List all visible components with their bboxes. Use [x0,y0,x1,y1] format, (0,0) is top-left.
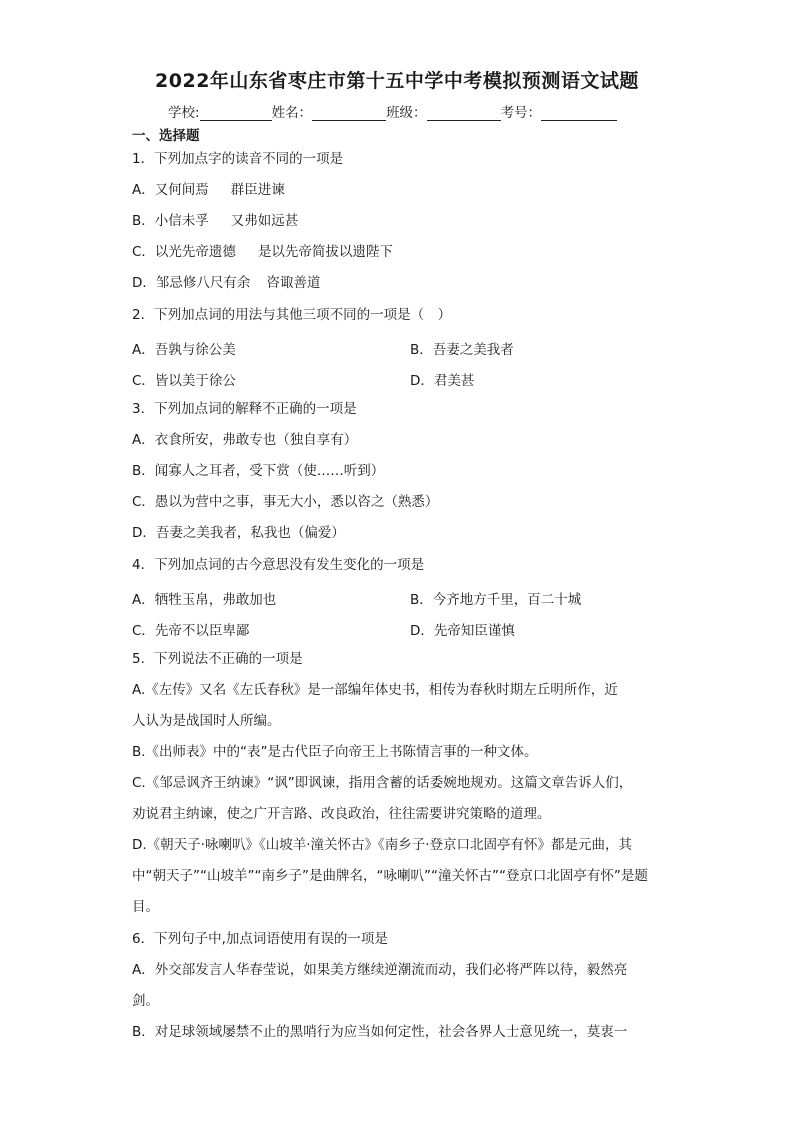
name-label: 姓名： [271,105,313,121]
q1-b-part2: 又弗如远甚 [230,213,299,229]
q2-option-a: A．吾孰与徐公美 [132,342,236,358]
q5-option-a-line1: A.《左传》又名《左氏春秋》是一部编年体史书，相传为春秋时期左丘明所作，近 [132,682,618,698]
q1-a-part1: A．又何间焉 [132,182,209,198]
q1-c-part1: C．以光先帝遗德 [132,244,236,260]
q1-c-part2: 是以先帝简拔以遗陛下 [257,244,393,260]
class-label: 班级： [386,105,427,121]
q4-option-d: D．先帝知臣谨慎 [410,623,515,639]
q1-d-part1: D．邹忌修八尺有余 [132,275,251,291]
q2-stem: 2．下列加点词的用法与其他三项不同的一项是（ ） [132,307,452,323]
q5-option-d-line2: 中“朝天子”“山坡羊”“南乡子”是曲牌名，“咏喇叭”“潼关怀古”“登京口北固亭有怀”是题 [132,868,648,884]
q5-option-a-line2: 人认为是战国时人所编。 [132,713,281,729]
q2-option-d: D．君美甚 [410,373,475,389]
q1-option-b [132,212,662,230]
q1-option-d [132,274,662,292]
q4-option-c: C．先帝不以臣卑鄙 [132,623,250,639]
q4-option-a: A．牺牲玉帛，弗敢加也 [132,592,277,608]
q1-stem: 1．下列加点字的读音不同的一项是 [132,151,344,167]
school-label: 学校: [168,105,200,121]
q3-option-a: A．衣食所安，弗敢专也（独自享有） [132,432,358,448]
q3-option-b: B．闻寡人之耳者，受下赏（使……听到） [132,463,385,479]
student-info-row [168,101,617,121]
q3-option-d: D．吾妻之美我者，私我也（偏爱） [132,525,345,541]
q1-option-a [132,181,662,199]
q5-option-c-line1: C.《邹忌讽齐王纳谏》“讽”即讽谏，指用含蓄的话委婉地规劝。这篇文章告诉人们， [132,775,633,791]
page-title: 2022年山东省枣庄市第十五中学中考模拟预测语文试题 [155,70,639,92]
school-blank[interactable] [200,106,272,121]
q5-option-d-line1: D.《朝天子·咏喇叭》《山坡羊·潼关怀古》《南乡子·登京口北固亭有怀》都是元曲，其 [132,837,633,853]
q2-option-c: C．皆以美于徐公 [132,373,236,389]
class-blank[interactable] [427,106,501,121]
q1-d-part2: 咨诹善道 [266,275,321,291]
q6-option-a-line1: A．外交部发言人华春莹说，如果美方继续逆潮流而动，我们必将严阵以待，毅然亮 [132,962,628,978]
q5-option-c-line2: 劝说君主纳谏，使之广开言路、改良政治，往往需要讲究策略的道理。 [132,806,551,822]
q5-option-d-line3: 目。 [132,899,159,915]
q1-a-part2: 群臣进谏 [230,182,285,198]
q4-option-b: B．今齐地方千里，百二十城 [410,592,582,608]
q5-option-b: B.《出师表》中的“表”是古代臣子向帝王上书陈情言事的一种文体。 [132,744,538,760]
name-blank[interactable] [312,106,386,121]
q6-option-a-line2: 剑。 [132,993,159,1009]
exam-no-label: 考号： [500,105,542,121]
q4-stem: 4．下列加点词的古今意思没有发生变化的一项是 [132,557,425,573]
section-heading: 一、选择题 [132,128,200,144]
q1-b-part1: B．小信未孚 [132,213,209,229]
q2-option-b: B．吾妻之美我者 [410,342,514,358]
q6-stem: 6．下列句子中,加点词语使用有误的一项是 [132,931,388,947]
exam-no-blank[interactable] [541,106,617,121]
q5-stem: 5．下列说法不正确的一项是 [132,651,303,667]
q1-option-c [132,243,662,261]
q3-stem: 3．下列加点词的解释不正确的一项是 [132,401,357,417]
q3-option-c: C．愚以为营中之事，事无大小，悉以咨之（熟悉） [132,494,439,510]
q6-option-b-line1: B．对足球领域屡禁不止的黑哨行为应当如何定性，社会各界人士意见统一，莫衷一 [132,1024,628,1040]
